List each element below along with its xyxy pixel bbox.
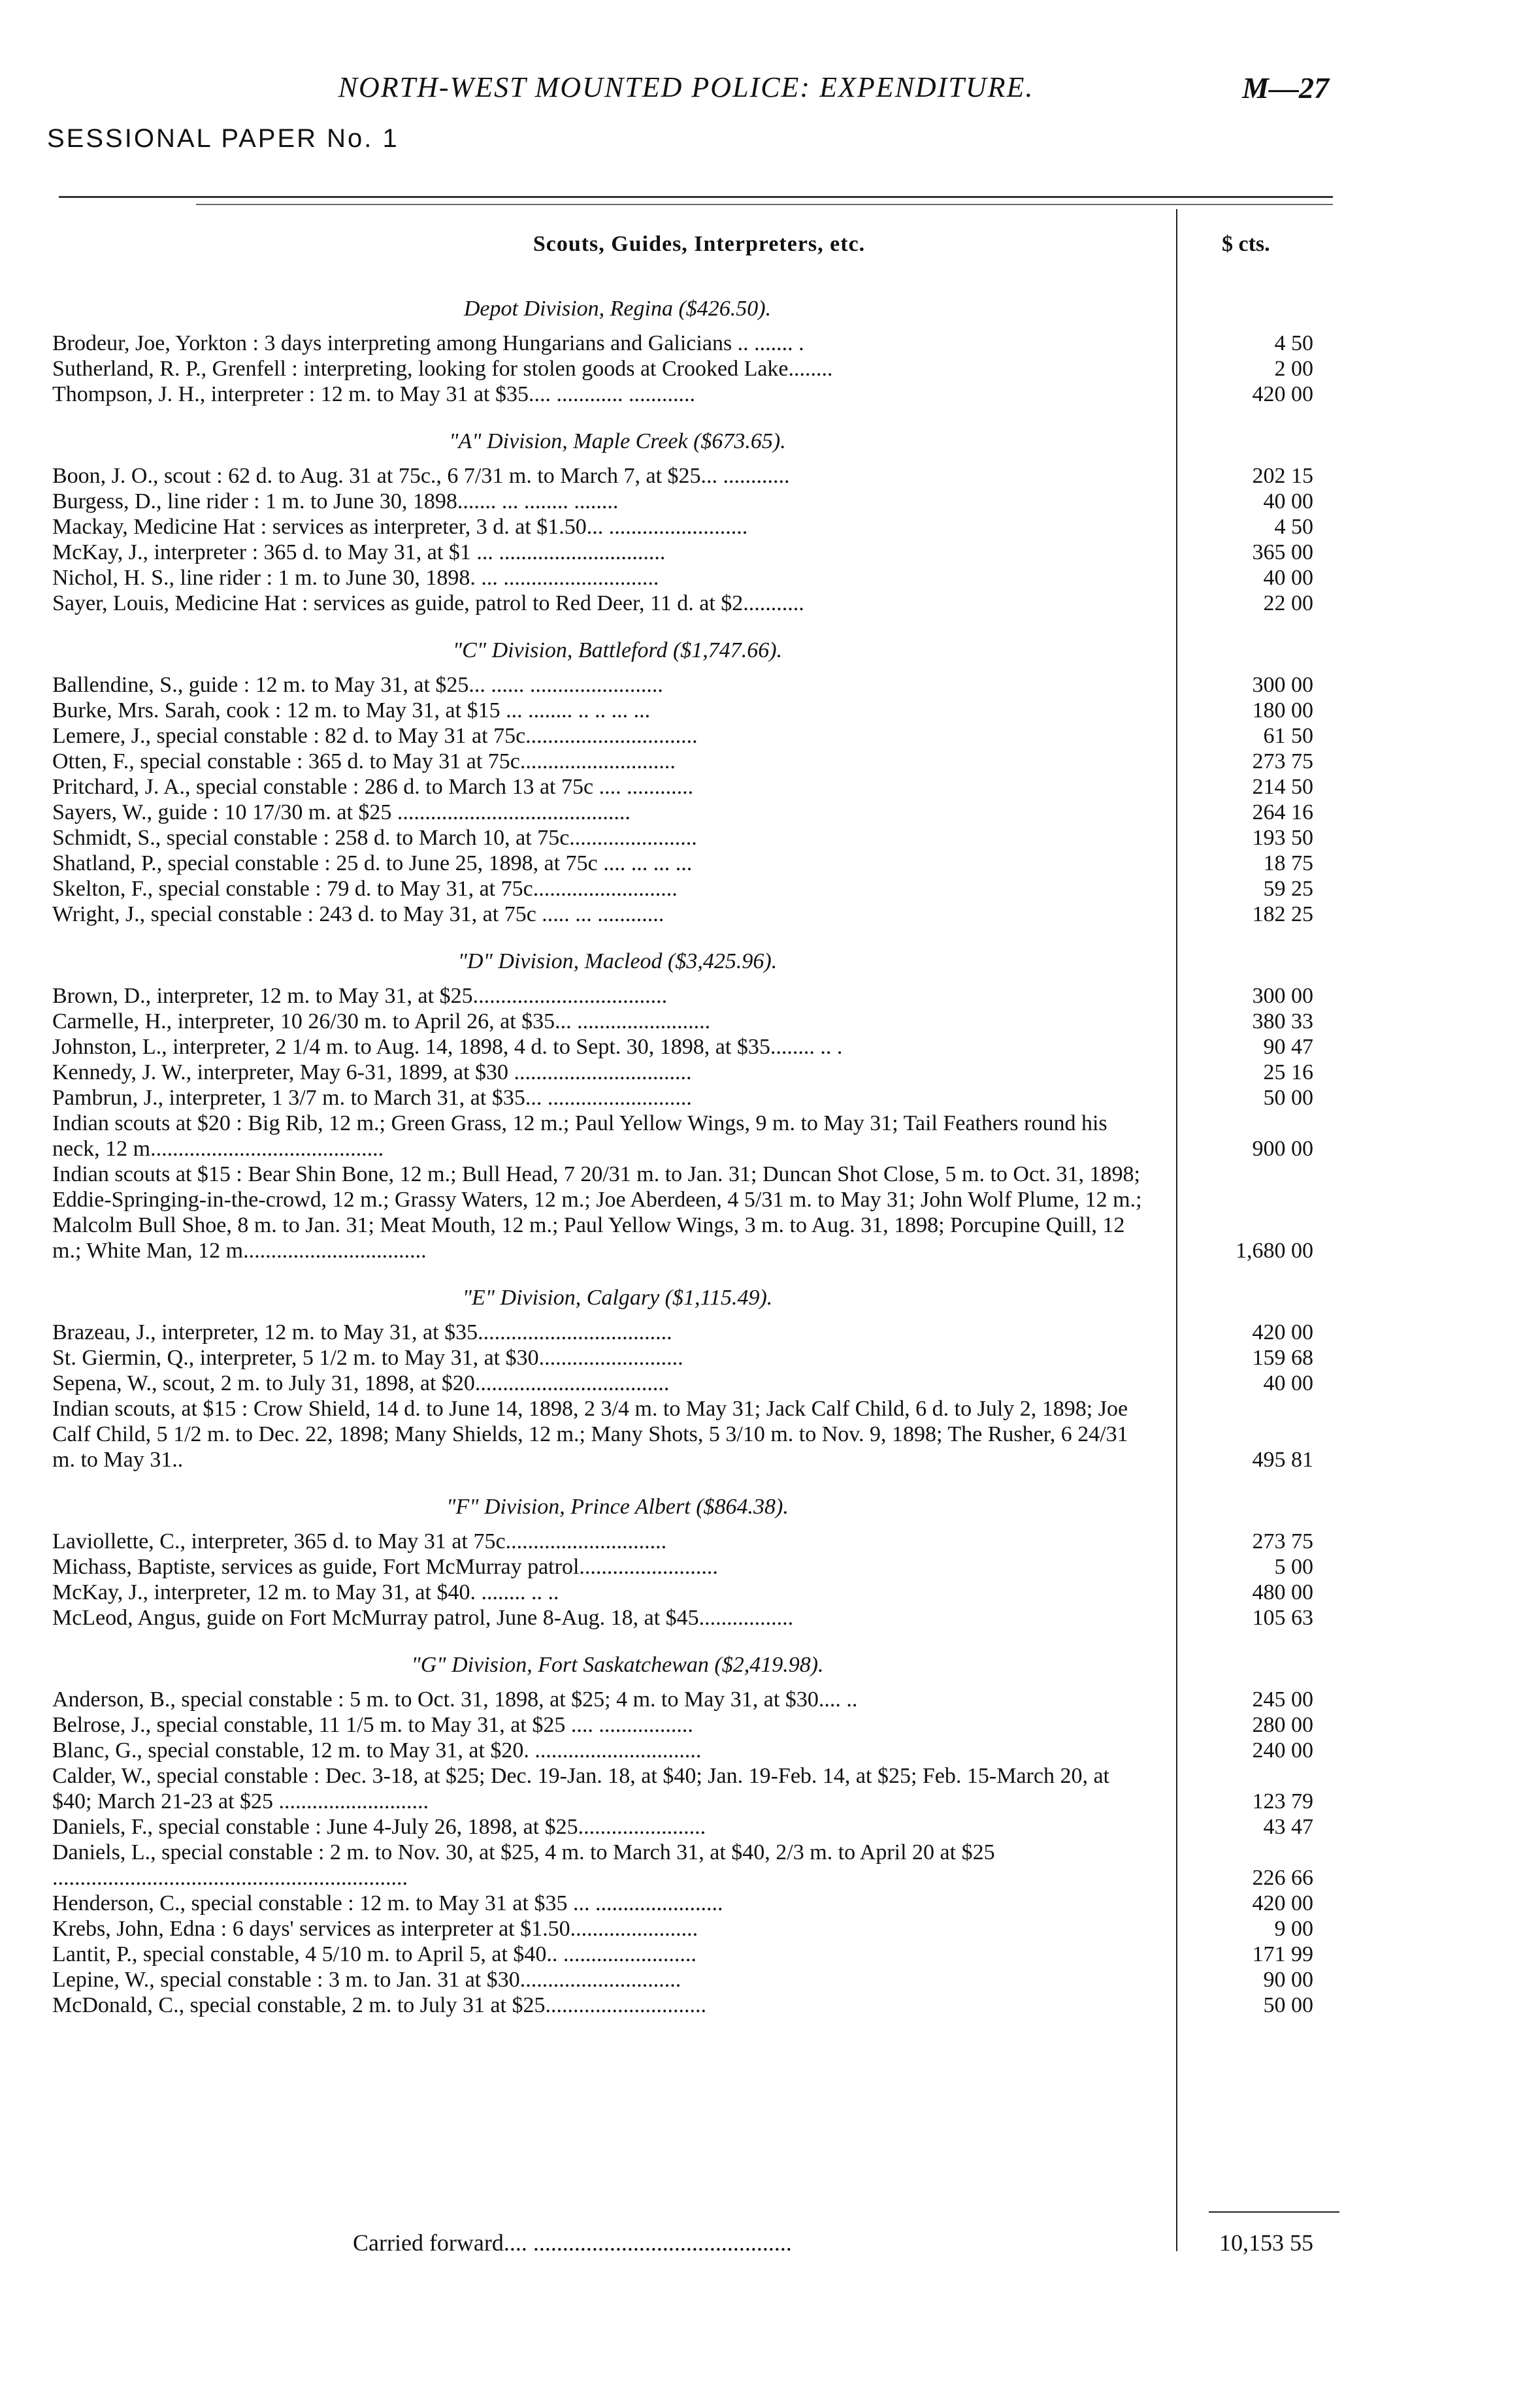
entry-amount: 380 33 <box>1252 1009 1313 1033</box>
entry-description: Pambrun, J., interpreter, 1 3/7 m. to March 31, at $35... .......................... <box>52 1086 692 1110</box>
sessional-paper-label: SESSIONAL PAPER No. 1 <box>47 124 399 153</box>
entry-amount: 300 00 <box>1252 984 1313 1008</box>
division-block <box>52 1653 1326 2018</box>
expense-entry <box>52 1993 1326 2018</box>
entry-amount: 18 75 <box>1263 851 1313 875</box>
division-block <box>52 1495 1326 1631</box>
division-block <box>52 297 1326 407</box>
entry-description: McDonald, C., special constable, 2 m. to July 31 at $25............................. <box>52 1993 706 2017</box>
entry-description: Indian scouts at $15 : Bear Shin Bone, 12 m.; Bull Head, 7 20/31 m. to Jan. 31; Duncan Shot Close, 5 m. to Oct. 31, 1898; Eddie-Springing-in-the-crowd, 12 m.; Grassy Waters, 12 m.; Joe Aberdeen, 4 5/31 m. to May 31; John Wolf Plume, 12 m.; Malcolm Bull Shoe, 8 m. to Jan. 31; Meat Mouth, 12 m.; Paul Yellow Wings, 3 m. to Aug. 31, 1898; Porcupine Quill, 12 m.; White Man, 12 m................................. <box>52 1162 1142 1263</box>
entry-amount: 159 68 <box>1252 1346 1313 1370</box>
entry-amount: 5 00 <box>1274 1555 1313 1579</box>
entry-description: Kennedy, J. W., interpreter, May 6-31, 1899, at $30 ................................ <box>52 1060 692 1084</box>
entry-description: Daniels, F., special constable : June 4-July 26, 1898, at $25....................... <box>52 1815 706 1839</box>
entry-amount: 214 50 <box>1252 775 1313 799</box>
entry-description: Indian scouts at $20 : Big Rib, 12 m.; Green Grass, 12 m.; Paul Yellow Wings, 9 m. to May 31; Tail Feathers round his neck, 12 m.......................................... <box>52 1111 1107 1161</box>
expense-entry <box>52 1529 1326 1554</box>
entry-description: Sutherland, R. P., Grenfell : interpreting, looking for stolen goods at Crooked Lake........ <box>52 357 833 381</box>
entry-amount: 90 47 <box>1263 1035 1313 1059</box>
header-rule-secondary <box>196 204 1333 205</box>
entry-description: Carmelle, H., interpreter, 10 26/30 m. to April 26, at $35... ........................ <box>52 1009 711 1033</box>
entry-description: Lemere, J., special constable : 82 d. to May 31 at 75c............................... <box>52 724 698 748</box>
entry-amount: 420 00 <box>1252 1891 1313 1915</box>
expense-entry <box>52 356 1326 382</box>
entry-amount: 50 00 <box>1263 1086 1313 1110</box>
entry-description: Sepena, W., scout, 2 m. to July 31, 1898, at $20................................... <box>52 1371 670 1395</box>
entry-description: Sayer, Louis, Medicine Hat : services as guide, patrol to Red Deer, 11 d. at $2........... <box>52 591 804 615</box>
entry-amount: 495 81 <box>1252 1448 1313 1472</box>
division-title: "E" Division, Calgary ($1,115.49). <box>462 1286 773 1310</box>
expense-entry <box>52 800 1326 825</box>
entry-amount: 365 00 <box>1252 540 1313 564</box>
entry-amount: 9 00 <box>1274 1917 1313 1941</box>
entry-description: Sayers, W., guide : 10 17/30 m. at $25 .......................................... <box>52 800 631 824</box>
expense-entry <box>52 851 1326 876</box>
expense-entry <box>52 902 1326 927</box>
division-title: "D" Division, Macleod ($3,425.96). <box>457 949 778 973</box>
entry-amount: 40 00 <box>1263 1371 1313 1395</box>
entry-description: Thompson, J. H., interpreter : 12 m. to May 31 at $35.... ............ ............ <box>52 382 696 406</box>
entry-description: Schmidt, S., special constable : 258 d. to March 10, at 75c....................... <box>52 826 697 850</box>
expense-entry <box>52 1580 1326 1605</box>
entry-description: Brodeur, Joe, Yorkton : 3 days interpreting among Hungarians and Galicians .. ....... . <box>52 331 804 355</box>
carried-forward-label: Carried forward.... ............................................ <box>353 2230 792 2256</box>
expense-entry <box>52 489 1326 514</box>
entry-description: Otten, F., special constable : 365 d. to May 31 at 75c............................ <box>52 749 676 773</box>
entry-amount: 50 00 <box>1263 1993 1313 2017</box>
expense-entry <box>52 1916 1326 1942</box>
expense-entry <box>52 774 1326 800</box>
expense-entry <box>52 672 1326 698</box>
expense-entry <box>52 1396 1326 1472</box>
entry-amount: 480 00 <box>1252 1580 1313 1604</box>
entry-description: Laviollette, C., interpreter, 365 d. to May 31 at 75c............................. <box>52 1529 667 1554</box>
entry-description: Shatland, P., special constable : 25 d. to June 25, 1898, at 75c .... ... ... ... <box>52 851 693 875</box>
expense-entry <box>52 876 1326 902</box>
entry-amount: 420 00 <box>1252 1320 1313 1344</box>
total-rule <box>1209 2211 1339 2213</box>
amount-column-heading: $ cts. <box>1222 232 1270 256</box>
entry-description: Brazeau, J., interpreter, 12 m. to May 31, at $35................................... <box>52 1320 672 1344</box>
carried-forward-amount: 10,153 55 <box>1219 2230 1313 2256</box>
expense-entry <box>52 1712 1326 1738</box>
entry-amount: 59 25 <box>1263 877 1313 901</box>
entry-amount: 273 75 <box>1252 1529 1313 1554</box>
expense-entry <box>52 463 1326 489</box>
division-block <box>52 1286 1326 1472</box>
expense-entry <box>52 1345 1326 1371</box>
entry-amount: 4 50 <box>1274 331 1313 355</box>
expense-entry <box>52 1034 1326 1060</box>
expense-entry <box>52 749 1326 774</box>
carried-forward-row <box>52 2229 1326 2256</box>
expense-entry <box>52 382 1326 407</box>
entry-amount: 105 63 <box>1252 1606 1313 1630</box>
expense-entry <box>52 1738 1326 1763</box>
entry-amount: 40 00 <box>1263 566 1313 590</box>
entry-amount: 240 00 <box>1252 1738 1313 1763</box>
expense-entry <box>52 514 1326 540</box>
entry-description: Johnston, L., interpreter, 2 1/4 m. to Aug. 14, 1898, 4 d. to Sept. 30, 1898, at $35........ .. . <box>52 1035 843 1059</box>
expense-entry <box>52 1060 1326 1085</box>
entry-description: Burgess, D., line rider : 1 m. to June 30, 1898....... ... ........ ........ <box>52 489 619 513</box>
entry-description: Blanc, G., special constable, 12 m. to May 31, at $20. .............................. <box>52 1738 702 1763</box>
entry-amount: 123 79 <box>1252 1789 1313 1814</box>
entry-amount: 273 75 <box>1252 749 1313 773</box>
division-title: "G" Division, Fort Saskatchewan ($2,419.98). <box>411 1653 824 1677</box>
entry-amount: 420 00 <box>1252 382 1313 406</box>
entry-description: Anderson, B., special constable : 5 m. to Oct. 31, 1898, at $25; 4 m. to May 31, at $30.... .. <box>52 1687 858 1712</box>
expenditure-table <box>52 274 1326 2018</box>
entry-description: Lepine, W., special constable : 3 m. to Jan. 31 at $30............................. <box>52 1968 681 1992</box>
expense-entry <box>52 698 1326 723</box>
table-heading: Scouts, Guides, Interpreters, etc. <box>533 232 866 256</box>
entry-amount: 193 50 <box>1252 826 1313 850</box>
expense-entry <box>52 1763 1326 1814</box>
entry-amount: 61 50 <box>1263 724 1313 748</box>
entry-amount: 40 00 <box>1263 489 1313 513</box>
division-title: Depot Division, Regina ($426.50). <box>463 297 772 321</box>
expense-entry <box>52 1814 1326 1840</box>
expense-entry <box>52 1111 1326 1162</box>
expense-entry <box>52 331 1326 356</box>
entry-amount: 226 66 <box>1252 1866 1313 1890</box>
division-block <box>52 949 1326 1263</box>
entry-description: McLeod, Angus, guide on Fort McMurray patrol, June 8-Aug. 18, at $45................. <box>52 1606 794 1630</box>
entry-description: Belrose, J., special constable, 11 1/5 m. to May 31, at $25 .... ................. <box>52 1713 693 1737</box>
entry-description: Calder, W., special constable : Dec. 3-18, at $25; Dec. 19-Jan. 18, at $40; Jan. 19-Feb. 14, at $25; Feb. 15-March 20, at $40; March 21-23 at $25 ........................... <box>52 1764 1109 1814</box>
entry-description: Burke, Mrs. Sarah, cook : 12 m. to May 31, at $15 ... ........ .. .. ... ... <box>52 698 651 723</box>
entry-amount: 4 50 <box>1274 515 1313 539</box>
entry-description: Brown, D., interpreter, 12 m. to May 31, at $25................................... <box>52 984 668 1008</box>
entry-amount: 182 25 <box>1252 902 1313 926</box>
division-title: "C" Division, Battleford ($1,747.66). <box>452 638 783 662</box>
entry-description: Henderson, C., special constable : 12 m. to May 31 at $35 ... ....................... <box>52 1891 723 1915</box>
expense-entry <box>52 1942 1326 1967</box>
entry-amount: 90 00 <box>1263 1968 1313 1992</box>
expense-entry <box>52 1371 1326 1396</box>
entry-amount: 2 00 <box>1274 357 1313 381</box>
entry-amount: 264 16 <box>1252 800 1313 824</box>
expense-entry <box>52 723 1326 749</box>
expense-entry <box>52 1162 1326 1263</box>
expense-entry <box>52 540 1326 565</box>
expense-entry <box>52 1967 1326 1993</box>
expense-entry <box>52 1554 1326 1580</box>
entry-description: Nichol, H. S., line rider : 1 m. to June 30, 1898. ... ............................ <box>52 566 659 590</box>
expense-entry <box>52 1320 1326 1345</box>
entry-description: Pritchard, J. A., special constable : 286 d. to March 13 at 75c .... ............ <box>52 775 694 799</box>
entry-amount: 1,680 00 <box>1236 1239 1313 1263</box>
expense-entry <box>52 983 1326 1009</box>
division-block <box>52 638 1326 927</box>
expense-entry <box>52 1687 1326 1712</box>
page-number: M—27 <box>1242 71 1329 105</box>
expense-entry <box>52 1605 1326 1631</box>
entry-description: Daniels, L., special constable : 2 m. to Nov. 30, at $25, 4 m. to March 31, at $40, 2/3 m. to April 20 at $25 ................................................................ <box>52 1840 995 1890</box>
entry-description: McKay, J., interpreter, 12 m. to May 31, at $40. ........ .. .. <box>52 1580 559 1604</box>
entry-amount: 25 16 <box>1263 1060 1313 1084</box>
entry-description: Lantit, P., special constable, 4 5/10 m. to April 5, at $40.. ........................ <box>52 1942 697 1966</box>
entry-amount: 180 00 <box>1252 698 1313 723</box>
running-title: NORTH-WEST MOUNTED POLICE: EXPENDITURE. <box>338 71 1034 103</box>
division-title: "A" Division, Maple Creek ($673.65). <box>449 429 786 453</box>
entry-amount: 171 99 <box>1252 1942 1313 1966</box>
expense-entry <box>52 825 1326 851</box>
entry-amount: 202 15 <box>1252 464 1313 488</box>
entry-amount: 245 00 <box>1252 1687 1313 1712</box>
expense-entry <box>52 591 1326 616</box>
expense-entry <box>52 1085 1326 1111</box>
division-block <box>52 429 1326 616</box>
entry-description: Boon, J. O., scout : 62 d. to Aug. 31 at 75c., 6 7/31 m. to March 7, at $25... ............ <box>52 464 790 488</box>
entry-amount: 300 00 <box>1252 673 1313 697</box>
header-rule <box>59 196 1333 198</box>
expense-entry <box>52 1009 1326 1034</box>
entry-amount: 22 00 <box>1263 591 1313 615</box>
entry-description: McKay, J., interpreter : 365 d. to May 31, at $1 ... .............................. <box>52 540 666 564</box>
expense-entry <box>52 1891 1326 1916</box>
division-title: "F" Division, Prince Albert ($864.38). <box>446 1495 789 1519</box>
entry-description: Ballendine, S., guide : 12 m. to May 31, at $25... ...... ........................ <box>52 673 663 697</box>
entry-description: Wright, J., special constable : 243 d. to May 31, at 75c ..... ... ............ <box>52 902 664 926</box>
entry-description: Indian scouts, at $15 : Crow Shield, 14 d. to June 14, 1898, 2 3/4 m. to May 31; Jack Calf Child, 6 d. to July 2, 1898; Joe Calf Child, 5 1/2 m. to Dec. 22, 1898; Many Shields, 12 m.; Many Shots, 5 3/10 m. to Nov. 9, 1898; The Rusher, 6 24/31 m. to May 31.. <box>52 1397 1128 1472</box>
entry-description: Skelton, F., special constable : 79 d. to May 31, at 75c.......................... <box>52 877 678 901</box>
entry-description: Krebs, John, Edna : 6 days' services as interpreter at $1.50....................... <box>52 1917 698 1941</box>
entry-amount: 43 47 <box>1263 1815 1313 1839</box>
entry-description: Mackay, Medicine Hat : services as interpreter, 3 d. at $1.50... ......................... <box>52 515 748 539</box>
entry-description: St. Giermin, Q., interpreter, 5 1/2 m. to May 31, at $30.......................... <box>52 1346 683 1370</box>
entry-description: Michass, Baptiste, services as guide, Fort McMurray patrol......................... <box>52 1555 718 1579</box>
entry-amount: 280 00 <box>1252 1713 1313 1737</box>
entry-amount: 900 00 <box>1252 1137 1313 1161</box>
expense-entry <box>52 1840 1326 1891</box>
expense-entry <box>52 565 1326 591</box>
